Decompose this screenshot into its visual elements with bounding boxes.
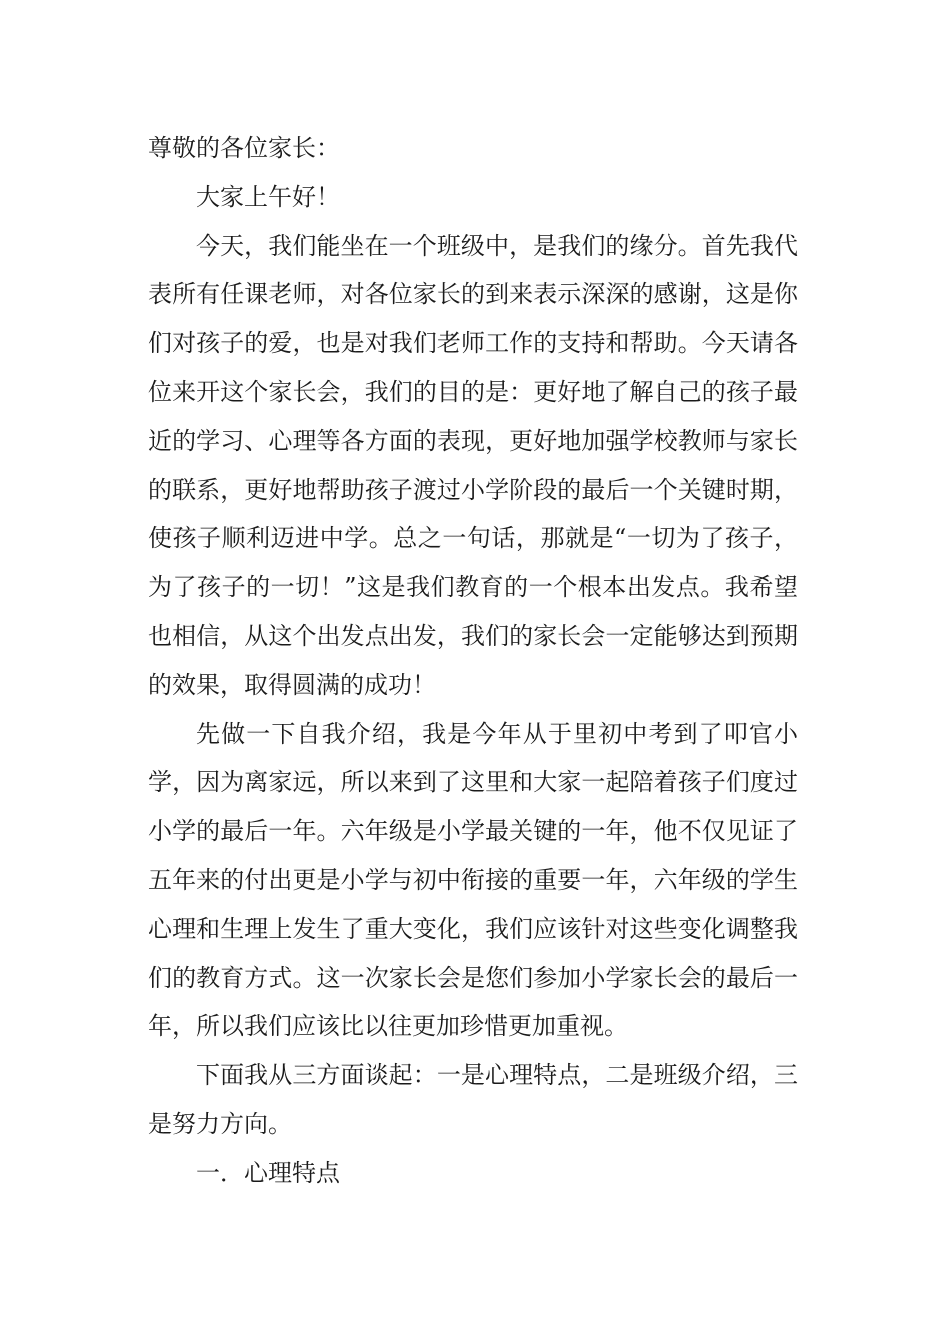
paragraph-self-introduction: 先做一下自我介绍，我是今年从于里初中考到了叩官小学，因为离家远，所以来到了这里和大家一起陪着孩子们度过小学的最后一年。六年级是小学最关键的一年，他不仅见证了五年来的付出更是小学与初中衔接的重要一年，六年级的学生心理和生理上发生了重大变化，我们应该针对这些变化调整我们的教育方式。这一次家长会是您们参加小学家长会的最后一年，所以我们应该比以往更加珍惜更加重视。 <box>148 719 798 1041</box>
letter-body <box>148 124 798 1198</box>
section-heading: 一．心理特点 <box>196 1158 340 1187</box>
paragraph-opening: 今天，我们能坐在一个班级中，是我们的缘分。首先我代表所有任课老师，对各位家长的到来表示深深的感谢，这是你们对孩子的爱，也是对我们老师工作的支持和帮助。今天请各位来开这个家长会，我们的目的是：更好地了解自己的孩子最近的学习、心理等各方面的表现，更好地加强学校教师与家长的联系，更好地帮助孩子渡过小学阶段的最后一个关键时期，使孩子顺利迈进中学。总之一句话，那就是“一切为了孩子，为了孩子的一切！”这是我们教育的一个根本出发点。我希望也相信，从这个出发点出发，我们的家长会一定能够达到预期的效果，取得圆满的成功！ <box>148 231 798 699</box>
greeting: 大家上午好！ <box>196 182 340 211</box>
paragraph-outline: 下面我从三方面谈起：一是心理特点，二是班级介绍，三是努力方向。 <box>148 1061 798 1138</box>
salutation: 尊敬的各位家长： <box>148 134 340 162</box>
